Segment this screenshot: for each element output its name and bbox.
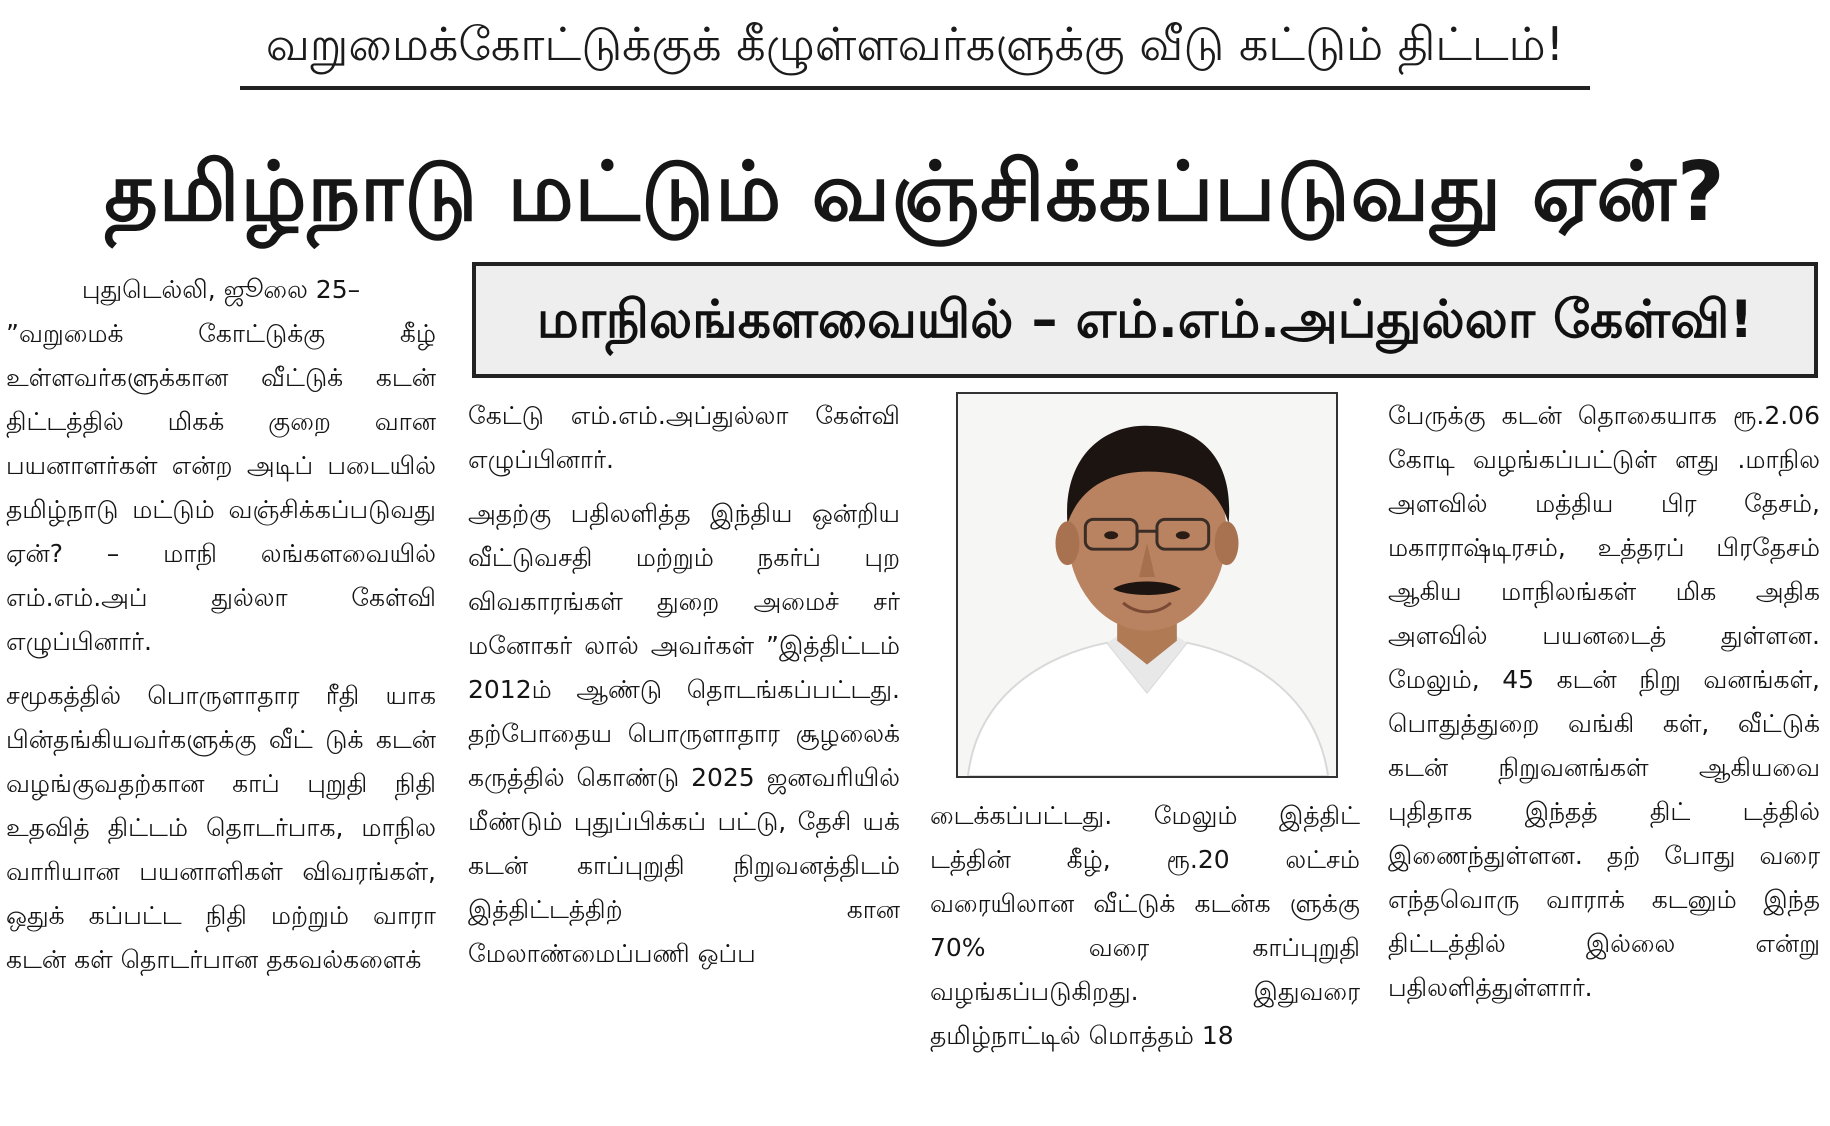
subheadline: மாநிலங்களவையில் – எம்.எம்.அப்துல்லா கேள்வி! (536, 290, 1754, 350)
paragraph: டைக்கப்பட்டது. மேலும் இத்திட் டத்தின் கீழ், ரூ.20 லட்சம் வரையிலான வீட்டுக் கடன்க ளுக்கு 70% வரை காப்புறுதி வழங்கப்படுகிறது. இதுவரை தமிழ்நாட்டில் மொத்தம் 18 (930, 801, 1360, 1050)
article-column-4 (1388, 394, 1820, 1124)
paragraph: பேருக்கு கடன் தொகையாக ரூ.2.06 கோடி வழங்கப்பட்டுள் ளது .மாநில அளவில் மத்திய பிர தேசம், மகாராஷ்டிரசம், உத்தரப் பிரதேசம் ஆகிய மாநிலங்கள் மிக அதிக அளவில் பயனடைத் துள்ளன. மேலும், 45 கடன் நிறு வனங்கள், பொதுத்துறை வங்கி கள், வீட்டுக் கடன் நிறுவனங்கள் ஆகியவை புதிதாக இந்தத் திட் டத்தில் இணைந்துள்ளன. தற் போது வரை எந்தவொரு வாராக் கடனும் இந்த திட்டத்தில் இல்லை என்று பதிலளித்துள்ளார். (1388, 401, 1820, 1002)
article-column-1 (6, 268, 436, 1124)
dateline: புதுடெல்லி, ஜூலை 25– (81, 275, 361, 304)
main-headline: தமிழ்நாடு மட்டும் வஞ்சிக்கப்படுவது ஏன்? (104, 145, 1726, 240)
kicker-headline: வறுமைக்கோட்டுக்குக் கீழுள்ளவர்களுக்கு வீடு கட்டும் திட்டம்! (240, 2, 1590, 90)
article-column-2 (468, 394, 900, 1124)
subheadline-box (472, 262, 1818, 378)
portrait-photo-icon (958, 394, 1336, 776)
paragraph: கேட்டு எம்.எம்.அப்துல்லா கேள்வி எழுப்பினார். (468, 401, 900, 474)
portrait-photo (956, 392, 1338, 778)
paragraph: சமூகத்தில் பொருளாதார ரீதி யாக பின்தங்கியவர்களுக்கு வீட் டுக் கடன் வழங்குவதற்கான காப் புறுதி நிதி உதவித் திட்டம் தொடர்பாக, மாநில வாரியான பயனாளிகள் விவரங்கள், ஒதுக் கப்பட்ட நிதி மற்றும் வாரா கடன் கள் தொடர்பான தகவல்களைக் (6, 681, 436, 974)
paragraph: ”வறுமைக் கோட்டுக்கு கீழ் உள்ளவர்களுக்கான வீட்டுக் கடன் திட்டத்தில் மிகக் குறை வான பயனாளர்கள் என்ற அடிப் படையில் தமிழ்நாடு மட்டும் வஞ்சிக்கப்படுவது ஏன்? – மாநி லங்களவையில் எம்.எம்.அப் துல்லா கேள்வி எழுப்பினார். (6, 319, 436, 656)
paragraph: அதற்கு பதிலளித்த இந்திய ஒன்றிய வீட்டுவசதி மற்றும் நகர்ப் புற விவகாரங்கள் துறை அமைச் சர் மனோகர் லால் அவர்கள் ”இத்திட்டம் 2012ம் ஆண்டு தொடங்கப்பட்டது. தற்போதைய பொருளாதார சூழலைக் கருத்தில் கொண்டு 2025 ஜனவரியில் மீண்டும் புதுப்பிக்கப் பட்டு, தேசி யக் கடன் காப்புறுதி நிறுவனத்திடம் இத்திட்டத்திற் கான மேலாண்மைப்பணி ஒப்ப (468, 499, 900, 968)
article-column-3 (930, 794, 1360, 1124)
